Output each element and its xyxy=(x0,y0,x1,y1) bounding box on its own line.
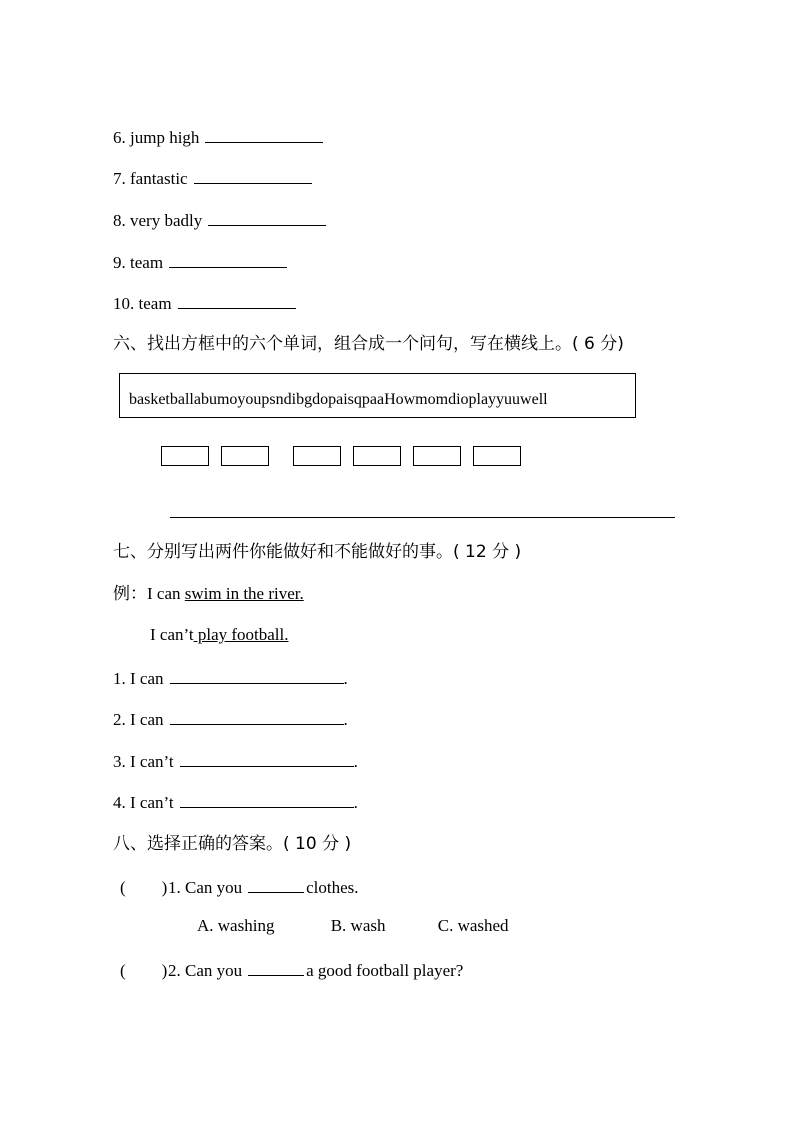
s5-item-7: 7. fantastic xyxy=(113,167,312,189)
example-cant-answer: play football. xyxy=(193,625,289,644)
example-can-answer: swim in the river. xyxy=(184,584,304,603)
word-box-3[interactable] xyxy=(293,446,341,466)
word-box-5[interactable] xyxy=(413,446,461,466)
s7-item-1: 1. I can . xyxy=(113,669,348,688)
answer-blank[interactable] xyxy=(178,292,296,309)
option-c[interactable]: C. washed xyxy=(437,916,509,935)
answer-blank[interactable] xyxy=(194,167,312,184)
s5-item-8: 8. very badly xyxy=(113,209,326,231)
word-box-6[interactable] xyxy=(473,446,521,466)
s7-item-3: 3. I can’t . xyxy=(113,752,358,771)
answer-blank[interactable] xyxy=(170,708,344,725)
answer-blank[interactable] xyxy=(169,251,287,268)
example-can-line: 例：I can swim in the river. xyxy=(113,584,304,604)
s5-item-9: 9. team xyxy=(113,251,287,273)
answer-paren[interactable]: ( ) xyxy=(120,961,168,980)
s8-q1-options xyxy=(197,916,509,936)
word-box-4[interactable] xyxy=(353,446,401,466)
answer-blank[interactable] xyxy=(180,750,354,767)
s7-item-4: 4. I can’t . xyxy=(113,793,358,812)
answer-paren[interactable]: ( ) xyxy=(120,878,168,897)
answer-blank[interactable] xyxy=(248,959,304,976)
s8-question-2: ( )2. Can you a good football player? xyxy=(120,961,464,980)
sentence-answer-line[interactable] xyxy=(170,517,675,518)
letter-box xyxy=(119,373,636,418)
section8-heading: 八、选择正确的答案。( 10 分 ) xyxy=(113,834,352,854)
answer-blank[interactable] xyxy=(170,667,344,684)
s5-item-6: 6. jump high xyxy=(113,126,323,148)
s7-item-2: 2. I can . xyxy=(113,710,348,729)
letter-string: basketballabumoyoupsndibgdopaisqpaaHowmomdioplayyuuwell xyxy=(129,391,548,408)
s5-item-10: 10. team xyxy=(113,292,296,314)
answer-blank[interactable] xyxy=(248,876,304,893)
example-label: 例： xyxy=(113,584,147,604)
section6-heading: 六、找出方框中的六个单词，组合成一个问句，写在横线上。( 6 分) xyxy=(113,334,624,354)
section7-heading: 七、分别写出两件你能做好和不能做好的事。( 12 分 ) xyxy=(113,542,522,562)
word-box-1[interactable] xyxy=(161,446,209,466)
answer-blank[interactable] xyxy=(205,126,323,143)
answer-blank[interactable] xyxy=(180,791,354,808)
s8-question-1: ( )1. Can you clothes. xyxy=(120,878,359,897)
answer-blank[interactable] xyxy=(208,209,326,226)
option-a[interactable]: A. washing xyxy=(197,916,275,935)
option-b[interactable]: B. wash xyxy=(330,916,386,935)
word-box-2[interactable] xyxy=(221,446,269,466)
example-cant-line: I can’t play football. xyxy=(150,625,289,644)
